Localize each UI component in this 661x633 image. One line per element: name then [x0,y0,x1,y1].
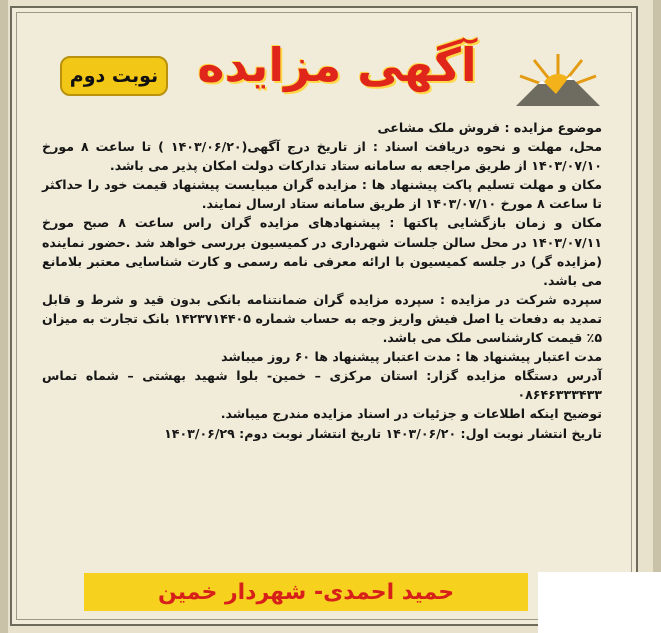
right-page-edge [653,0,661,633]
bid-validity: مدت اعتبار پیشنهاد ها : مدت اعتبار پیشنهاد ها ۶۰ روز میباشد [221,349,602,365]
details-note: توضیح اینکه اطلاعات و جزئیات در اسناد مزایده مندرج میباشد. [220,406,602,422]
publication-dates: تاریخ انتشار نوبت اول: ۱۴۰۳/۰۶/۲۰ تاریخ انتشار نوبت دوم: ۱۴۰۳/۰۶/۲۹ [164,425,602,441]
sun-mountain-logo-icon [512,50,604,110]
blank-corner-patch [538,572,661,633]
participation-deposit: سپرده شرکت در مزایده : سپرده مزایده گران ضمانتنامه بانکی بدون قید و شرط و قابل تمدید به دفعات یا اصل فیش واریز وجه به حساب شماره ۱۴۲۳۷۱۴۴۰۵ بانک تجارت به میزان ۵٪ قیمت کارشناسی ملک می باشد. [42,291,602,346]
left-page-edge [0,0,8,633]
documents-receipt: محل، مهلت و نحوه دریافت اسناد : از تاریخ درج آگهی(۱۴۰۳/۰۶/۲۰ ) تا ساعت ۸ مورخ ۱۴۰۳/۰۷/۱۰ از طریق مراجعه به سامانه ستاد تدارکات دولت امکان پذیر می باشد. [42,139,602,174]
bid-submission: مکان و مهلت تسلیم پاکت پیشنهاد ها : مزایده گران میبایست پیشنهاد قیمت خود را حداکثر تا ساعت ۸ مورخ ۱۴۰۳/۰۷/۱۰ از طریق سامانه ستاد ارسال نمایند. [42,177,602,212]
signature-banner: حمید احمدی- شهردار خمین [84,573,528,611]
organizer-address: آدرس دستگاه مزایده گزار: استان مرکزی – خمین- بلوا شهید بهشتی – شماه تماس ۰۸۶۴۶۳۳۳۴۳۳ [42,368,602,403]
second-round-badge: نوبت دوم [60,56,168,96]
notice-body [42,118,602,443]
notice-title: آگهی مزایده [197,38,477,92]
auction-subject: موضوع مزایده : فروش ملک مشاعی [377,120,602,135]
bid-opening: مکان و زمان بازگشایی پاکتها : پیشنهادهای مزایده گران راس ساعت ۸ صبح مورخ ۱۴۰۳/۰۷/۱۱ در محل سالن جلسات شهرداری در کمیسیون بررسی خواهد شد .حضور نماینده (مزایده گر) در جلسه کمیسیون با ارائه معرفی نامه رسمی و کارت شناسایی معتبر بلامانع می باشد. [42,215,602,288]
notice-header [12,28,636,108]
auction-notice [10,6,638,626]
